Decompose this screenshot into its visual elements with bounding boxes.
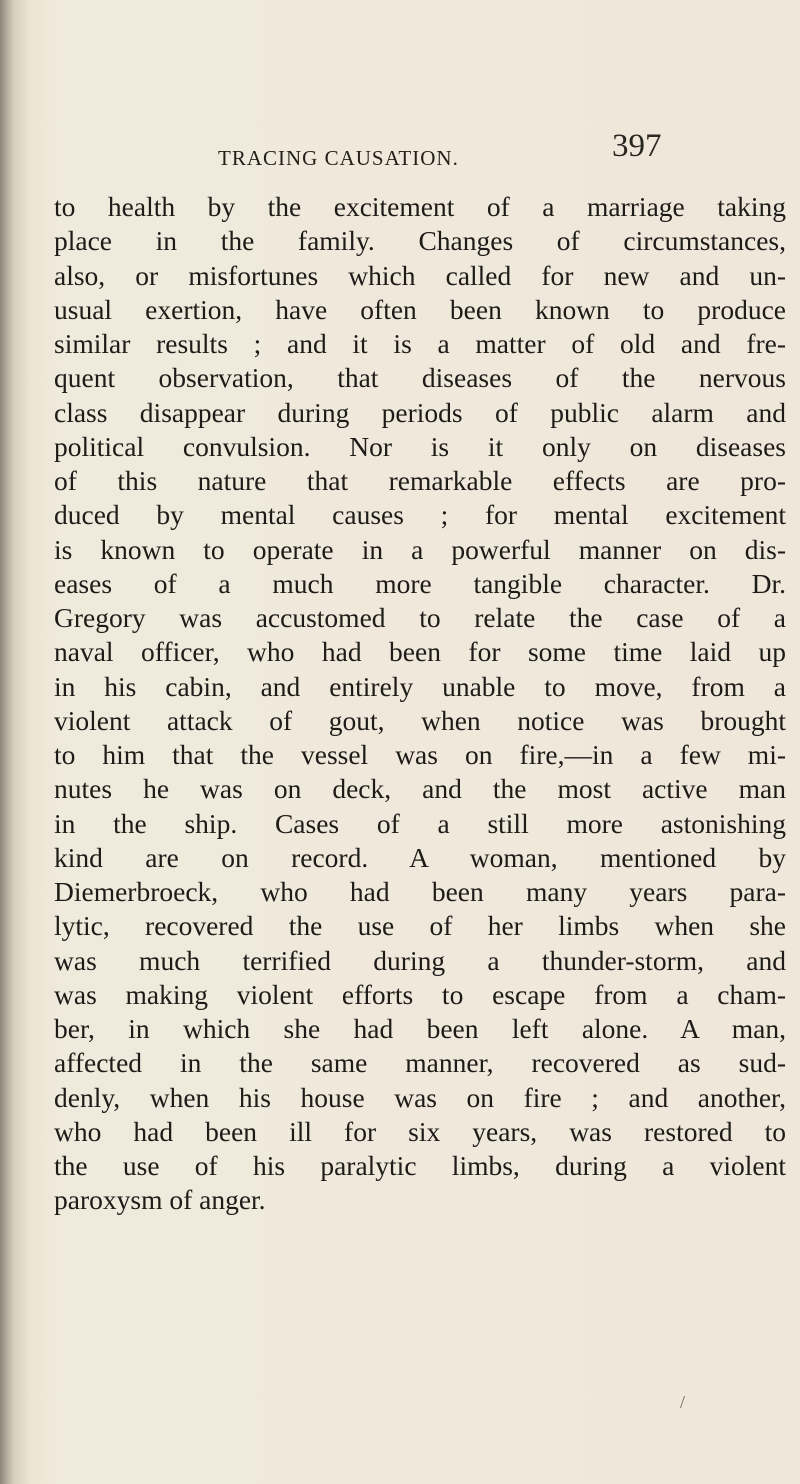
text-line: in his cabin, and entirely unable to move, from a [54, 670, 786, 702]
text-line: also, or misfortunes which called for new and un- [54, 259, 786, 291]
text-line: naval officer, who had been for some time laid up [54, 636, 786, 668]
text-line: Gregory was accustomed to relate the case of a [54, 602, 786, 633]
text-line: nutes he was on deck, and the most active man [54, 773, 786, 805]
text-line: lytic, recovered the use of her limbs when she [54, 910, 786, 942]
text-line: is known to operate in a powerful manner on dis- [54, 533, 786, 565]
text-line: quent observation, that diseases of the nervous [54, 362, 786, 394]
text-line: to health by the excitement of a marriage taking [54, 191, 786, 222]
text-line: was much terrified during a thunder-storm, and [54, 944, 786, 976]
text-line: to him that the vessel was on fire,—in a few mi- [54, 739, 786, 770]
text-line: duced by mental causes ; for mental excitement [54, 499, 786, 531]
text-line: ber, in which she had been left alone. A man, [54, 1013, 786, 1044]
page-number: 397 [612, 128, 662, 164]
text-line: in the ship. Cases of a still more astonishing [54, 807, 786, 839]
stray-pencil-mark: / [680, 1392, 686, 1412]
text-line: the use of his paralytic limbs, during a violent [54, 1150, 786, 1181]
text-line: denly, when his house was on fire ; and another, [54, 1081, 786, 1113]
text-line: paroxysm of anger. [54, 1184, 266, 1216]
running-head: TRACING CAUSATION. [218, 146, 459, 170]
text-line: place in the family. Changes of circumstances, [54, 225, 786, 257]
page-header [0, 128, 800, 178]
text-line: usual exertion, have often been known to produce [54, 293, 786, 325]
text-line: who had been ill for six years, was restored to [54, 1115, 786, 1147]
text-line: of this nature that remarkable effects are pro- [54, 465, 786, 496]
body-text [54, 190, 786, 1218]
text-line: was making violent efforts to escape from a cham- [54, 978, 786, 1010]
binding-gutter [0, 0, 30, 1484]
text-line: kind are on record. A woman, mentioned by [54, 841, 786, 873]
text-line: affected in the same manner, recovered as sud- [54, 1047, 786, 1079]
text-line: violent attack of gout, when notice was brought [54, 704, 786, 736]
text-line: eases of a much more tangible character. Dr. [54, 567, 786, 599]
text-line: class disappear during periods of public alarm and [54, 396, 786, 428]
text-line: political convulsion. Nor is it only on diseases [54, 430, 786, 462]
text-line: Diemerbroeck, who had been many years para- [54, 876, 786, 907]
text-line: similar results ; and it is a matter of old and fre- [54, 328, 786, 359]
